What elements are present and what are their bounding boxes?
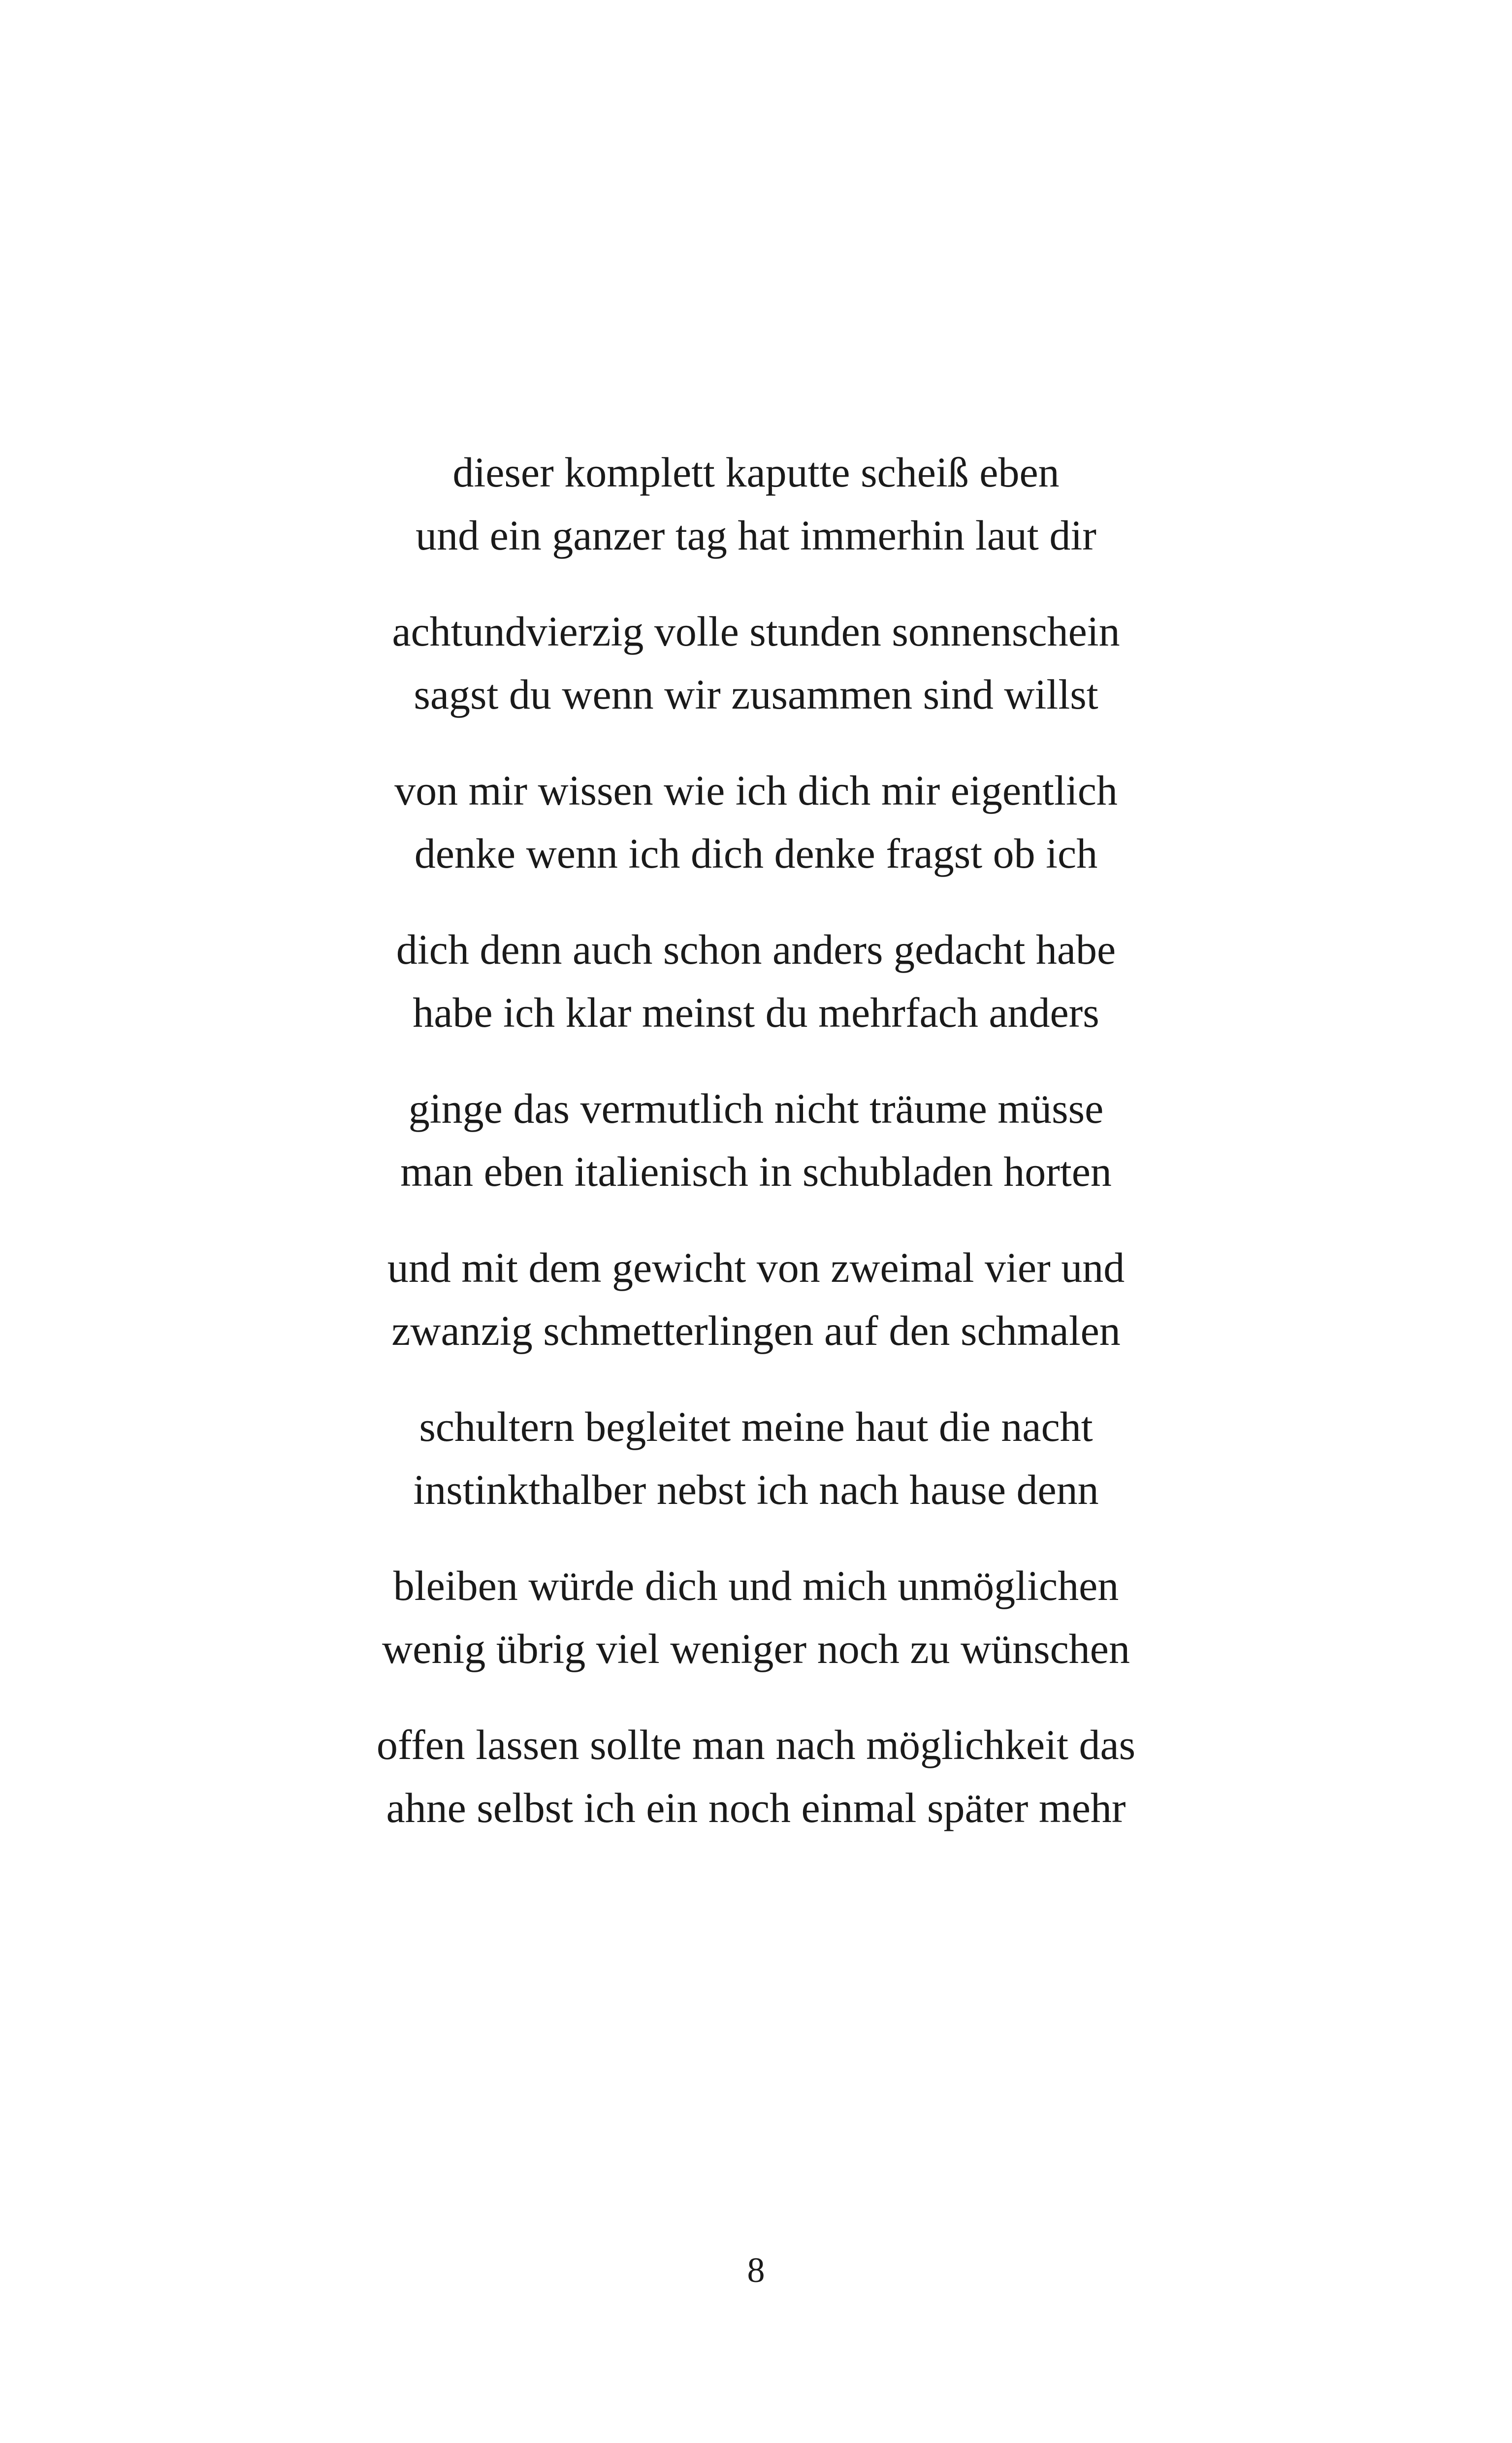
poem-line: dich denn auch schon anders gedacht habe (396, 926, 1116, 973)
poem-line: wenig übrig viel weniger noch zu wünschen (382, 1625, 1130, 1672)
poem-line: achtundvierzig volle stunden sonnenschein (392, 608, 1120, 655)
poem-line: man eben italienisch in schubladen horten (400, 1148, 1112, 1195)
poem-line: bleiben würde dich und mich unmöglichen (393, 1562, 1119, 1609)
poem-line: und ein ganzer tag hat immerhin laut dir (416, 512, 1096, 559)
stanza (0, 600, 1512, 726)
poem-line: ahne selbst ich ein noch einmal später mehr (386, 1784, 1126, 1831)
poem-line: schultern begleitet meine haut die nacht (419, 1403, 1093, 1450)
poem-line: zwanzig schmetterlingen auf den schmalen (391, 1307, 1121, 1354)
stanza (0, 1554, 1512, 1680)
poem-line: und mit dem gewicht von zweimal vier und (387, 1244, 1125, 1291)
stanza (0, 918, 1512, 1044)
poem-line: von mir wissen wie ich dich mir eigentlich (394, 767, 1118, 814)
stanza (0, 1395, 1512, 1521)
page-number: 8 (747, 2250, 765, 2290)
poem-line: ginge das vermutlich nicht träume müsse (408, 1085, 1104, 1132)
stanza (0, 441, 1512, 567)
poem (0, 441, 1512, 1872)
stanza (0, 1236, 1512, 1362)
stanza (0, 1713, 1512, 1839)
poem-line: offen lassen sollte man nach möglichkeit das (376, 1721, 1136, 1768)
poem-line: dieser komplett kaputte scheiß eben (452, 449, 1060, 496)
poem-line: sagst du wenn wir zusammen sind willst (414, 671, 1098, 718)
poem-line: denke wenn ich dich denke fragst ob ich (414, 830, 1098, 877)
poem-line: habe ich klar meinst du mehrfach anders (413, 989, 1099, 1036)
poem-line: instinkthalber nebst ich nach hause denn (413, 1466, 1099, 1513)
stanza (0, 759, 1512, 885)
stanza (0, 1077, 1512, 1203)
